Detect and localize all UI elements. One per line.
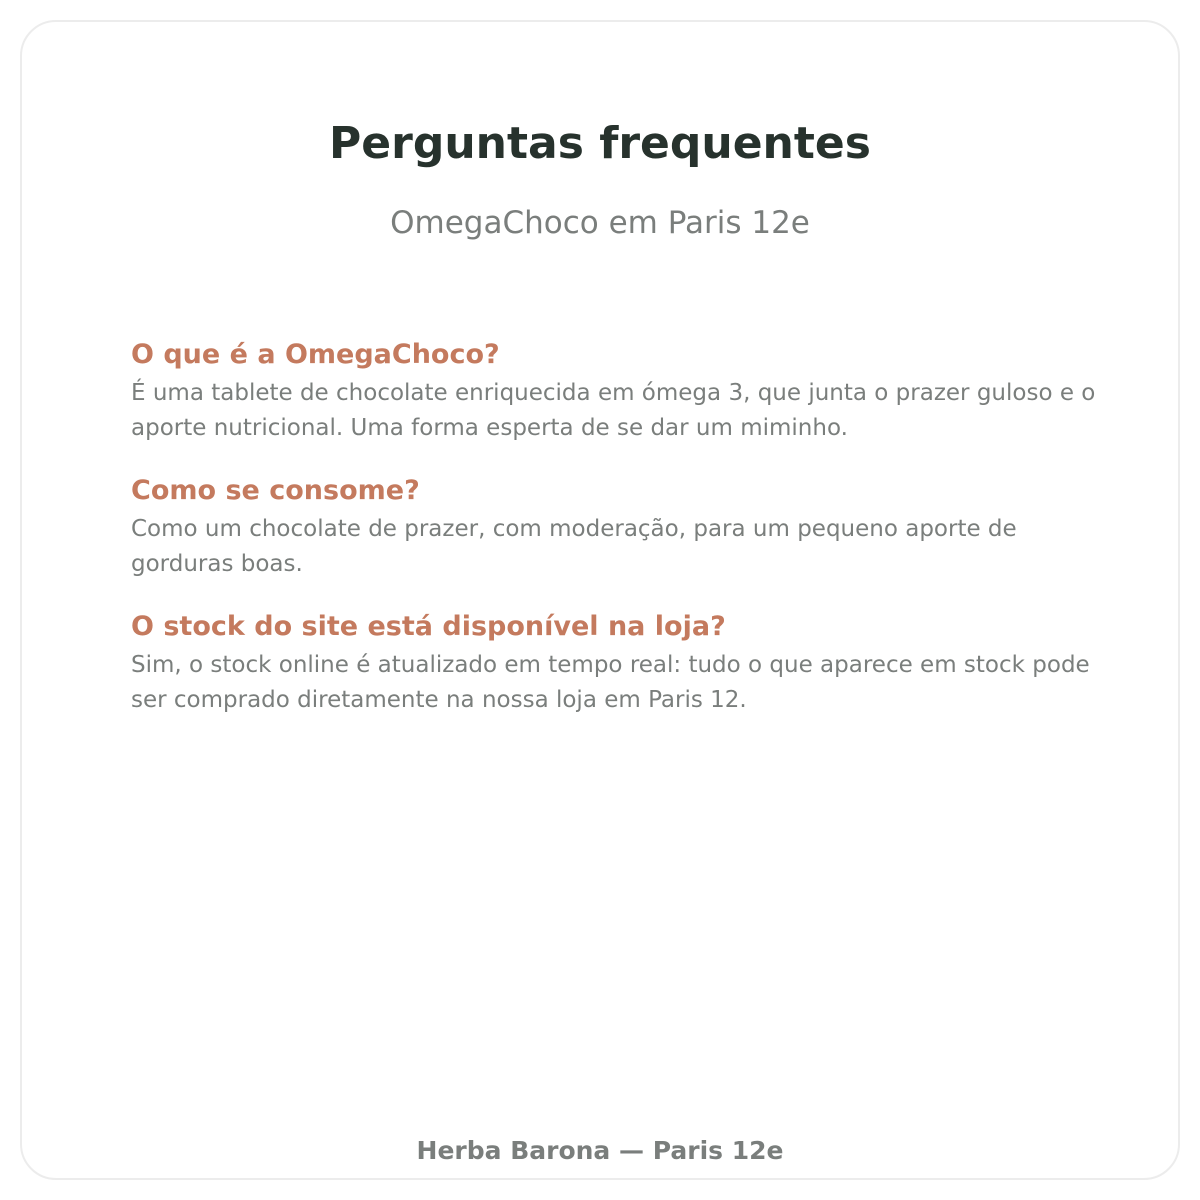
page-subtitle: OmegaChoco em Paris 12e: [390, 205, 810, 241]
faq-question: O stock do site está disponível na loja?: [131, 611, 726, 642]
faq-answer: É uma tablete de chocolate enriquecida em ómega 3, que junta o prazer guloso e o aporte nutricional. Uma forma esperta de se dar um miminho.: [131, 380, 1096, 441]
faq-question: O que é a OmegaChoco?: [131, 339, 500, 370]
faq-list: [131, 336, 1101, 744]
faq-item: [131, 336, 1101, 446]
page-title: Perguntas frequentes: [329, 118, 871, 169]
faq-question: Como se consome?: [131, 475, 420, 506]
faq-item: [131, 472, 1101, 582]
faq-item: [131, 608, 1101, 718]
faq-card: [20, 20, 1180, 1180]
footer-brand: Herba Barona — Paris 12e: [416, 1136, 784, 1165]
faq-answer: Sim, o stock online é atualizado em tempo real: tudo o que aparece em stock pode ser comprado diretamente na nossa loja em Paris 12.: [131, 652, 1090, 713]
faq-answer: Como um chocolate de prazer, com moderação, para um pequeno aporte de gorduras boas.: [131, 516, 1017, 577]
